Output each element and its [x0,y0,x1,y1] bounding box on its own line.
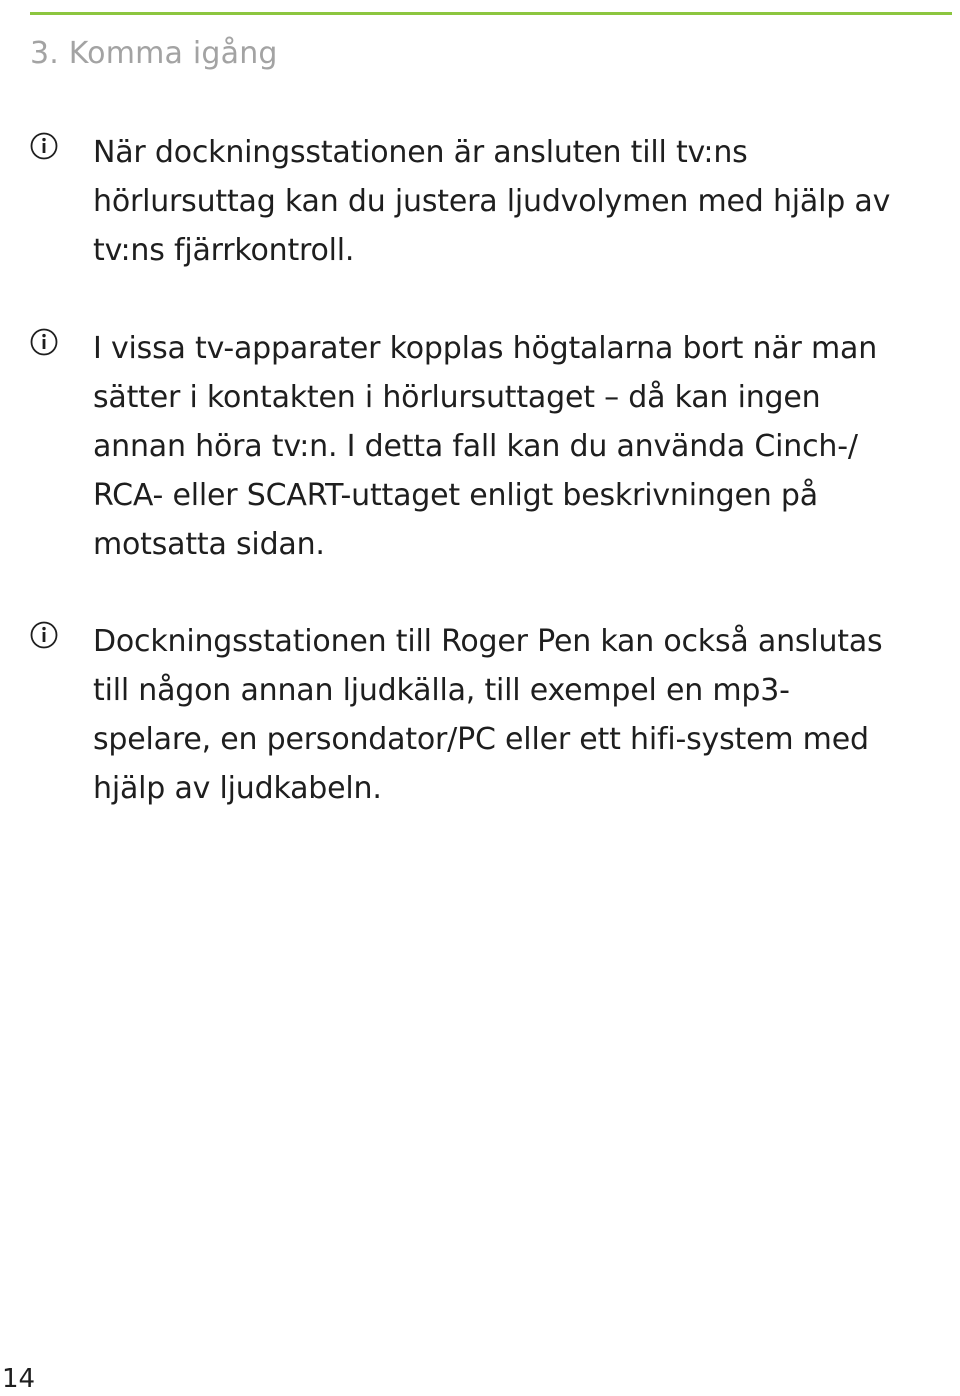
note-line: I vissa tv-apparater kopplas högtalarna bort när man [93,331,878,366]
info-note [30,324,952,574]
page-number: 14 [2,1364,36,1394]
note-line: hjälp av ljudkabeln. [93,771,382,806]
note-line: annan höra tv:n. I detta fall kan du använda Cinch-/ [93,429,858,464]
note-line: till någon annan ljudkälla, till exempel en mp3- [93,673,790,708]
note-line: När dockningsstationen är ansluten till tv:ns [93,135,748,170]
note-line: RCA- eller SCART-uttaget enligt beskrivningen på [93,478,818,513]
note-line: Dockningsstationen till Roger Pen kan också anslutas [93,624,883,659]
note-line: sätter i kontakten i hörlursuttaget – då kan ingen [93,380,821,415]
note-text [93,617,953,813]
note-text [93,128,953,275]
info-icon [30,328,58,356]
section-title: 3. Komma igång [30,36,278,71]
info-icon [30,132,58,160]
note-line: motsatta sidan. [93,527,325,562]
note-line: tv:ns fjärrkontroll. [93,233,355,268]
info-note [30,617,952,817]
info-note [30,128,952,278]
top-accent-rule [30,12,952,15]
note-text [93,324,953,569]
info-icon [30,621,58,649]
note-line: hörlursuttag kan du justera ljudvolymen med hjälp av [93,184,891,219]
note-line: spelare, en persondator/PC eller ett hifi-system med [93,722,869,757]
